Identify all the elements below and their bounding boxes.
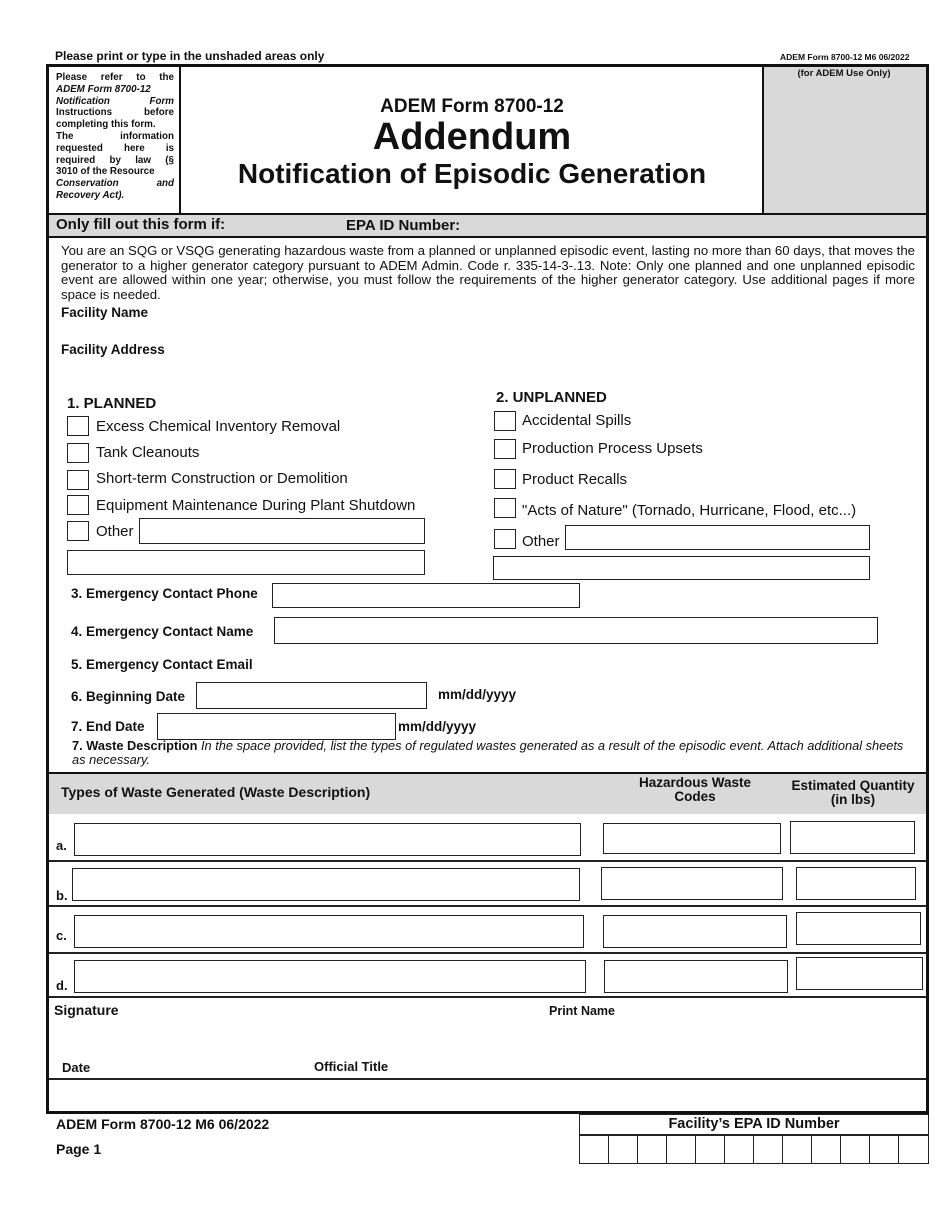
facility-epa-id-label: Facility’s EPA ID Number: [668, 1116, 840, 1132]
col-qty-header: Estimated Quantity (in lbs): [791, 778, 915, 807]
unplanned-label-spills: Accidental Spills: [522, 412, 632, 429]
epa-id-cell[interactable]: [637, 1135, 638, 1163]
epa-id-cell[interactable]: [840, 1135, 841, 1163]
row-b-description[interactable]: [72, 868, 580, 901]
emergency-name-input[interactable]: [274, 617, 878, 644]
end-date-label: 7. End Date: [71, 719, 145, 734]
epa-id-cell[interactable]: [811, 1135, 812, 1163]
planned-checkbox-maintenance[interactable]: [67, 495, 89, 515]
intro-text: You are an SQG or VSQG generating hazardous waste from a planned or unplanned episodic event, lasting no more than 60 days, that moves the generator to a higher generator category pursuant to ADEM Admin. Code r. 335-14-3-.13. Note: Only one planned and one unplanned episodic event are allowed within one year; otherwise, you must follow the requirements of the higher generator category. Use additional pages if more space is needed.: [61, 243, 915, 302]
epa-id-cell[interactable]: [753, 1135, 754, 1163]
adem-use-label: (for ADEM Use Only): [797, 68, 891, 79]
official-title-label: Official Title: [314, 1059, 389, 1074]
emergency-email-label: 5. Emergency Contact Email: [71, 657, 253, 672]
emergency-name-label: 4. Emergency Contact Name: [71, 624, 254, 639]
unplanned-label-other: Other: [522, 533, 560, 550]
form-subtitle: Notification of Episodic Generation: [237, 158, 707, 189]
facility-address-label: Facility Address: [61, 342, 165, 357]
unplanned-checkbox-other[interactable]: [494, 529, 516, 549]
unplanned-checkbox-spills[interactable]: [494, 411, 516, 431]
epa-id-cell[interactable]: [608, 1135, 609, 1163]
row-c-quantity[interactable]: [796, 912, 921, 945]
planned-heading: 1. PLANNED: [67, 395, 157, 412]
row-a-codes[interactable]: [603, 823, 781, 854]
row-c-description[interactable]: [74, 915, 584, 948]
waste-description: 7. Waste Description In the space provided, list the types of regulated wastes generated as a result of the episodic event. Attach additional sheets as necessary.: [72, 738, 904, 767]
instructions-text: Please refer to the ADEM Form 8700-12 Notification Form Instructions before completing this form. The information requested here is required by law (§ 3010 of the Resource Conservation and Recovery Act).: [56, 72, 174, 201]
row-b-codes[interactable]: [601, 867, 783, 900]
planned-checkbox-excess[interactable]: [67, 416, 89, 436]
end-date-input[interactable]: [157, 713, 396, 740]
planned-label-construction: Short-term Construction or Demolition: [96, 470, 348, 487]
unplanned-other-input[interactable]: [565, 525, 870, 550]
row-a-label: a.: [56, 838, 67, 853]
row-b-label: b.: [56, 888, 68, 903]
form-title: Addendum: [372, 116, 572, 158]
epa-id-cell[interactable]: [898, 1135, 899, 1163]
planned-label-tank: Tank Cleanouts: [96, 444, 200, 461]
unplanned-other-input-2[interactable]: [493, 556, 870, 580]
unplanned-label-nature: "Acts of Nature" (Tornado, Hurricane, Flood, etc...): [522, 502, 857, 519]
only-fill-label: Only fill out this form if:: [56, 216, 226, 233]
emergency-phone-input[interactable]: [272, 583, 580, 608]
beginning-date-input[interactable]: [196, 682, 427, 709]
unplanned-heading: 2. UNPLANNED: [496, 389, 607, 406]
epa-id-cell[interactable]: [724, 1135, 725, 1163]
row-divider: [49, 905, 926, 907]
unplanned-checkbox-nature[interactable]: [494, 498, 516, 518]
planned-label-excess: Excess Chemical Inventory Removal: [96, 418, 341, 435]
row-divider: [49, 860, 926, 862]
row-a-description[interactable]: [74, 823, 581, 856]
planned-label-other: Other: [96, 523, 134, 540]
facility-name-label: Facility Name: [61, 305, 149, 320]
date-label: Date: [62, 1060, 91, 1075]
row-d-codes[interactable]: [604, 960, 788, 993]
footer-form-code: ADEM Form 8700-12 M6 06/2022: [56, 1116, 270, 1132]
planned-label-maintenance: Equipment Maintenance During Plant Shutdown: [96, 497, 416, 514]
epa-id-cell[interactable]: [782, 1135, 783, 1163]
planned-other-input[interactable]: [139, 518, 425, 544]
page-number: Page 1: [56, 1141, 102, 1157]
print-name-label: Print Name: [549, 1004, 615, 1018]
col-codes-header: Hazardous Waste Codes: [638, 775, 752, 804]
emergency-phone-label: 3. Emergency Contact Phone: [71, 586, 258, 601]
epa-id-cell[interactable]: [666, 1135, 667, 1163]
beginning-date-format: mm/dd/yyyy: [438, 687, 517, 702]
planned-checkbox-tank[interactable]: [67, 443, 89, 463]
epa-id-divider: [579, 1134, 929, 1136]
epa-id-label: EPA ID Number:: [346, 217, 461, 234]
beginning-date-label: 6. Beginning Date: [71, 689, 186, 704]
row-a-quantity[interactable]: [790, 821, 915, 854]
row-divider: [49, 952, 926, 954]
print-note: Please print or type in the unshaded areas only: [55, 49, 325, 63]
row-d-label: d.: [56, 978, 68, 993]
row-divider: [49, 996, 926, 998]
planned-checkbox-other[interactable]: [67, 521, 89, 541]
planned-checkbox-construction[interactable]: [67, 470, 89, 490]
row-c-label: c.: [56, 928, 67, 943]
epa-id-cell[interactable]: [695, 1135, 696, 1163]
row-d-quantity[interactable]: [796, 957, 923, 990]
row-c-codes[interactable]: [603, 915, 787, 948]
unplanned-label-upsets: Production Process Upsets: [522, 440, 703, 457]
row-b-quantity[interactable]: [796, 867, 916, 900]
row-d-description[interactable]: [74, 960, 586, 993]
planned-other-input-2[interactable]: [67, 550, 425, 575]
unplanned-checkbox-recalls[interactable]: [494, 469, 516, 489]
unplanned-label-recalls: Product Recalls: [522, 471, 628, 488]
adem-use-box: [762, 67, 926, 213]
signature-label: Signature: [54, 1002, 119, 1018]
col-types-header: Types of Waste Generated (Waste Description): [61, 784, 371, 800]
form-code-top: ADEM Form 8700-12 M6 06/2022: [780, 52, 910, 62]
form-number: ADEM Form 8700-12: [380, 96, 564, 117]
epa-id-cell[interactable]: [869, 1135, 870, 1163]
unplanned-checkbox-upsets[interactable]: [494, 439, 516, 459]
signature-divider: [49, 1078, 926, 1080]
end-date-format: mm/dd/yyyy: [398, 719, 477, 734]
